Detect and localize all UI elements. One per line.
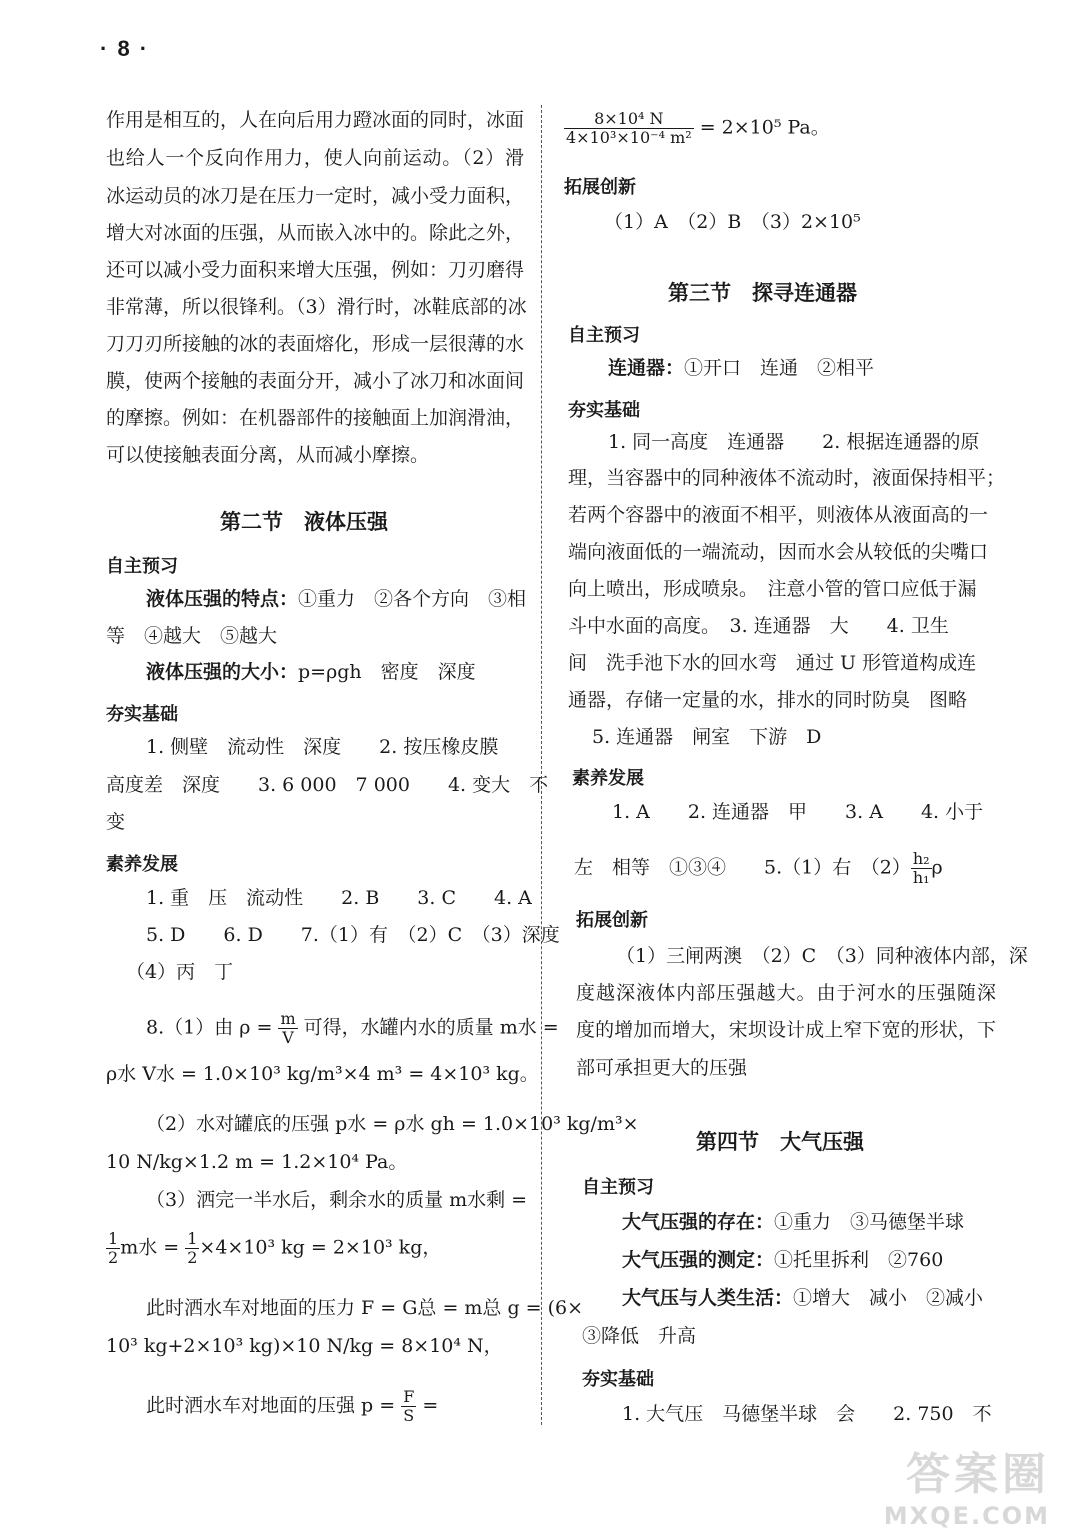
subsection-heading: 拓展创新 [576, 910, 648, 931]
fraction-numerator: 1 [187, 1229, 198, 1248]
subsection-heading: 自主预习 [582, 1177, 654, 1198]
answer-text: ①增大 减小 ②减小 [793, 1287, 984, 1309]
subsection-heading: 素养发展 [106, 854, 178, 875]
section-title: 第四节 大气压强 [696, 1130, 864, 1154]
answer-line [106, 1230, 441, 1267]
para-line: 也给人一个反向作用力，使人向前运动。（2）滑 [106, 147, 524, 169]
answer-text: ①开口 连通 ②相平 [684, 357, 875, 379]
subsection-heading: 素养发展 [572, 768, 644, 789]
fraction [564, 110, 694, 147]
fraction-numerator: 1 [108, 1229, 119, 1248]
answer-line: （1）A （2）B （3）2×10⁵ [604, 211, 861, 233]
para-line: 增大对冰面的压强，从而嵌入冰中的。除此之外， [106, 222, 525, 244]
answer-line: （1）三闸两澳 （2）C （3）同种液体内部，深 [616, 945, 1028, 967]
answer-text: ①托里拆利 ②760 [774, 1249, 944, 1271]
answer-line: 1. 侧壁 流动性 深度 2. 按压橡皮膜 [146, 736, 499, 758]
answer-line: 1. 大气压 马德堡半球 会 2. 750 不 [622, 1403, 992, 1425]
formula-text: 8.（1）由 ρ = [146, 1016, 279, 1039]
answer-line: 变 [106, 811, 126, 833]
subsection-heading: 拓展创新 [564, 177, 636, 198]
answer-line [146, 660, 476, 684]
answer-line: 通器，存储一定量的水，排水的同时防臭 图略 [568, 689, 968, 711]
answer-label: 液体压强的特点： [146, 588, 299, 610]
answer-label: 大气压强的存在： [622, 1211, 775, 1233]
answer-text: ①重力 ③马德堡半球 [774, 1211, 965, 1233]
subsection-heading: 自主预习 [568, 325, 640, 346]
answer-line: 10 N/kg×1.2 m = 1.2×10⁴ Pa。 [106, 1151, 408, 1173]
page-number: · 8 · [100, 36, 150, 61]
answer-line: 1. A 2. 连通器 甲 3. A 4. 小于 [612, 801, 984, 823]
fraction-denominator: 2 [187, 1248, 198, 1267]
fraction-denominator: S [403, 1406, 415, 1425]
fraction-denominator: 4×10³×10⁻⁴ m² [566, 128, 692, 147]
answer-line [146, 587, 526, 611]
para-line: 可以使接触表面分离，从而减小摩擦。 [106, 444, 430, 466]
fraction-denominator: V [282, 1028, 294, 1047]
fraction [278, 1010, 297, 1047]
answer-line [608, 356, 874, 380]
fraction-numerator: h₂ [912, 849, 930, 868]
formula-text: ρ [931, 856, 943, 879]
watermark-logo [884, 1438, 1050, 1530]
answer-line: 向上喷出，形成喷泉。 注意小管的管口应低于漏 [568, 578, 977, 600]
answer-line [622, 1210, 964, 1234]
watermark-url: MXQE.COM [883, 1502, 1050, 1530]
formula-text: m水 = [120, 1236, 186, 1259]
watermark-text: 答案圈 [906, 1449, 1050, 1500]
answer-text: ①重力 ②各个方向 ③相 [298, 588, 527, 610]
answer-line: 此时洒水车对地面的压力 F = G总 = m总 g = (6× [146, 1297, 584, 1319]
column-divider [541, 105, 542, 1425]
para-line: 刀刀刃所接触的冰的表面熔化，形成一层很薄的水 [106, 333, 525, 355]
fraction [911, 850, 932, 887]
answer-line: 1. 同一高度 连通器 2. 根据连通器的原 [608, 431, 980, 453]
para-line: 非常薄，所以很锋利。（3）滑行时，冰鞋底部的冰 [106, 296, 527, 318]
subsection-heading: 夯实基础 [568, 400, 640, 421]
answer-line [146, 1010, 559, 1047]
answer-line [146, 1388, 438, 1425]
section-title: 第二节 液体压强 [220, 510, 388, 534]
answer-line: 若两个容器中的液面不相平，则液体从液面高的一 [568, 504, 988, 526]
answer-line: （4）丙 丁 [126, 961, 234, 983]
answer-label: 液体压强的大小： [146, 661, 299, 683]
answer-line: 度的增加而增大，宋坝设计成上窄下宽的形状，下 [576, 1019, 996, 1041]
answer-line: 高度差 深度 3. 6 000 7 000 4. 变大 不 [106, 774, 549, 796]
fraction-numerator: m [280, 1009, 296, 1028]
answer-line: 1. 重 压 流动性 2. B 3. C 4. A [146, 887, 532, 909]
answer-line: 端向液面低的一端流动，因而水会从较低的尖嘴口 [568, 541, 988, 563]
para-line: 作用是相互的，人在向后用力蹬冰面的同时，冰面 [106, 109, 525, 131]
answer-line: 斗中水面的高度。 3. 连通器 大 4. 卫生 [568, 615, 949, 637]
para-line: 冰运动员的冰刀是在压力一定时，减小受力面积， [106, 185, 525, 207]
answer-line: 10³ kg+2×10³ kg)×10 N/kg = 8×10⁴ N， [106, 1335, 503, 1357]
formula-text: = [416, 1394, 439, 1417]
fraction-numerator: F [403, 1387, 415, 1406]
answer-line: ρ水 V水 = 1.0×10³ kg/m³×4 m³ = 4×10³ kg。 [106, 1063, 539, 1085]
fraction [106, 1230, 120, 1267]
fraction-denominator: h₁ [912, 868, 930, 887]
answer-label: 连通器： [608, 357, 685, 379]
para-line: 的摩擦。例如：在机器部件的接触面上加润滑油， [106, 407, 525, 429]
subsection-heading: 夯实基础 [106, 704, 178, 725]
formula-text: 可得，水罐内水的质量 m水 = [297, 1016, 559, 1039]
answer-line: 等 ④越大 ⑤越大 [106, 625, 278, 647]
answer-line: 度越深液体内部压强越大。由于河水的压强随深 [576, 982, 996, 1004]
para-line: 膜，使两个接触的表面分开，减小了冰刀和冰面间 [106, 370, 525, 392]
fraction [401, 1388, 416, 1425]
answer-line: 理，当容器中的同种液体不流动时，液面保持相平； [568, 467, 1006, 489]
subsection-heading: 自主预习 [106, 556, 178, 577]
formula-text: = 2×10⁵ Pa。 [693, 116, 830, 139]
answer-label: 大气压与人类生活： [622, 1287, 794, 1309]
fraction-numerator: 8×10⁴ N [564, 110, 694, 129]
answer-line: 5. 连通器 闸室 下游 D [592, 726, 822, 748]
formula-text: 左 相等 ①③④ 5.（1）右 （2） [574, 856, 911, 879]
formula-text: 此时洒水车对地面的压强 p = [146, 1394, 402, 1417]
answer-line [622, 1248, 943, 1272]
subsection-heading: 夯实基础 [582, 1369, 654, 1390]
answer-line: 5. D 6. D 7.（1）有 （2）C （3）深度 [146, 924, 560, 946]
section-title: 第三节 探寻连通器 [668, 281, 857, 305]
answer-line: 部可承担更大的压强 [576, 1057, 748, 1079]
fraction-denominator: 2 [108, 1248, 119, 1267]
answer-line [574, 850, 943, 887]
answer-line [564, 110, 830, 147]
answer-line: （3）洒完一半水后，剩余水的质量 m水剩 = [146, 1189, 528, 1211]
answer-label: 大气压强的测定： [622, 1249, 775, 1271]
fraction [185, 1230, 199, 1267]
answer-text: p=ρgh 密度 深度 [298, 661, 476, 683]
answer-line: （2）水对罐底的压强 p水 = ρ水 gh = 1.0×10³ kg/m³× [146, 1113, 639, 1135]
formula-text: ×4×10³ kg = 2×10³ kg， [199, 1236, 442, 1259]
answer-line: 间 洗手池下水的回水弯 通过 U 形管道构成连 [568, 652, 977, 674]
answer-line [622, 1286, 983, 1310]
para-line: 还可以减小受力面积来增大压强，例如：刀刃磨得 [106, 259, 525, 281]
answer-line: ③降低 升高 [582, 1325, 697, 1347]
